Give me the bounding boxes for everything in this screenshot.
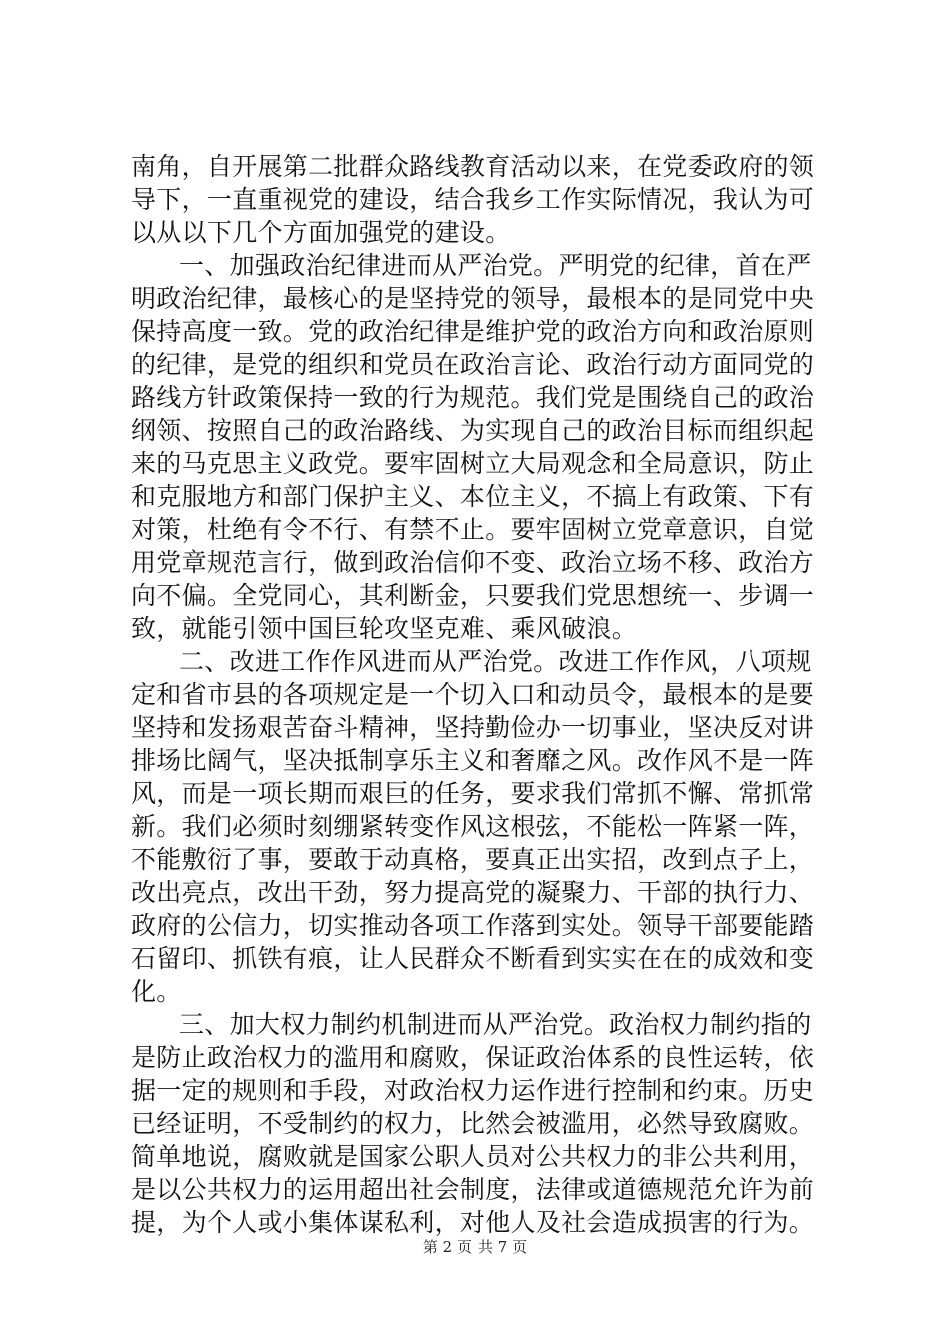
text-line: 导下，一直重视党的建设，结合我乡工作实际情况，我认为可	[131, 185, 815, 214]
text-line: 是防止政治权力的滥用和腐败，保证政治体系的良性运转，依	[131, 1043, 815, 1072]
page-number: 第 2 页	[422, 1238, 472, 1256]
text-line: 新。我们必须时刻绷紧转变作风这根弦，不能松一阵紧一阵，	[131, 812, 815, 841]
document-body	[131, 150, 821, 1239]
text-line: 南角，自开展第二批群众路线教育活动以来，在党委政府的领	[131, 152, 815, 181]
text-line: 致，就能引领中国巨轮攻坚克难、乘风破浪。	[131, 614, 638, 643]
text-line: 向不偏。全党同心，其利断金，只要我们党思想统一、步调一	[131, 581, 815, 610]
text-line: 和克服地方和部门保护主义、本位主义，不搞上有政策、下有	[131, 482, 815, 511]
text-line: 已经证明，不受制约的权力，比然会被滥用，必然导致腐败。	[131, 1109, 815, 1138]
text-line: 改出亮点，改出干劲，努力提高党的凝聚力、干部的执行力、	[131, 878, 815, 907]
text-line: 简单地说，腐败就是国家公职人员对公共权力的非公共利用，	[131, 1142, 815, 1171]
paragraph-first-line: 一、加强政治纪律进而从严治党。严明党的纪律，首在严	[179, 251, 812, 280]
text-line: 的纪律，是党的组织和党员在政治言论、政治行动方面同党的	[131, 350, 815, 379]
paragraph-first-line: 三、加大权力制约机制进而从严治党。政治权力制约指的	[179, 1010, 812, 1039]
text-line: 化。	[131, 977, 182, 1006]
text-line: 明政治纪律，最核心的是坚持党的领导，最根本的是同党中央	[131, 284, 815, 313]
text-line: 风，而是一项长期而艰巨的任务，要求我们常抓不懈、常抓常	[131, 779, 815, 808]
text-line: 保持高度一致。党的政治纪律是维护党的政治方向和政治原则	[131, 317, 815, 346]
text-line: 据一定的规则和手段，对政治权力运作进行控制和约束。历史	[131, 1076, 815, 1105]
text-line: 纲领、按照自己的政治路线、为实现自己的政治目标而组织起	[131, 416, 815, 445]
text-line: 来的马克思主义政党。要牢固树立大局观念和全局意识，防止	[131, 449, 815, 478]
text-line: 定和省市县的各项规定是一个切入口和动员令，最根本的是要	[131, 680, 815, 709]
paragraph-first-line: 二、改进工作作风进而从严治党。改进工作作风，八项规	[179, 647, 812, 676]
text-line: 石留印、抓铁有痕，让人民群众不断看到实实在在的成效和变	[131, 944, 815, 973]
text-line: 政府的公信力，切实推动各项工作落到实处。领导干部要能踏	[131, 911, 815, 940]
text-line: 排场比阔气，坚决抵制享乐主义和奢靡之风。改作风不是一阵	[131, 746, 815, 775]
text-line: 以从以下几个方面加强党的建设。	[131, 218, 511, 247]
text-line: 对策，杜绝有令不行、有禁不止。要牢固树立党章意识，自觉	[131, 515, 815, 544]
page-total: 共 7 页	[478, 1238, 528, 1256]
text-line: 路线方针政策保持一致的行为规范。我们党是围绕自己的政治	[131, 383, 815, 412]
text-line: 是以公共权力的运用超出社会制度，法律或道德规范允许为前	[131, 1175, 815, 1204]
page-footer	[0, 1237, 950, 1257]
text-line: 坚持和发扬艰苦奋斗精神，坚持勤俭办一切事业，坚决反对讲	[131, 713, 815, 742]
text-line: 不能敷衍了事，要敢于动真格，要真正出实招，改到点子上，	[131, 845, 815, 874]
text-line: 用党章规范言行，做到政治信仰不变、政治立场不移、政治方	[131, 548, 815, 577]
text-line: 提，为个人或小集体谋私利，对他人及社会造成损害的行为。	[131, 1208, 815, 1237]
